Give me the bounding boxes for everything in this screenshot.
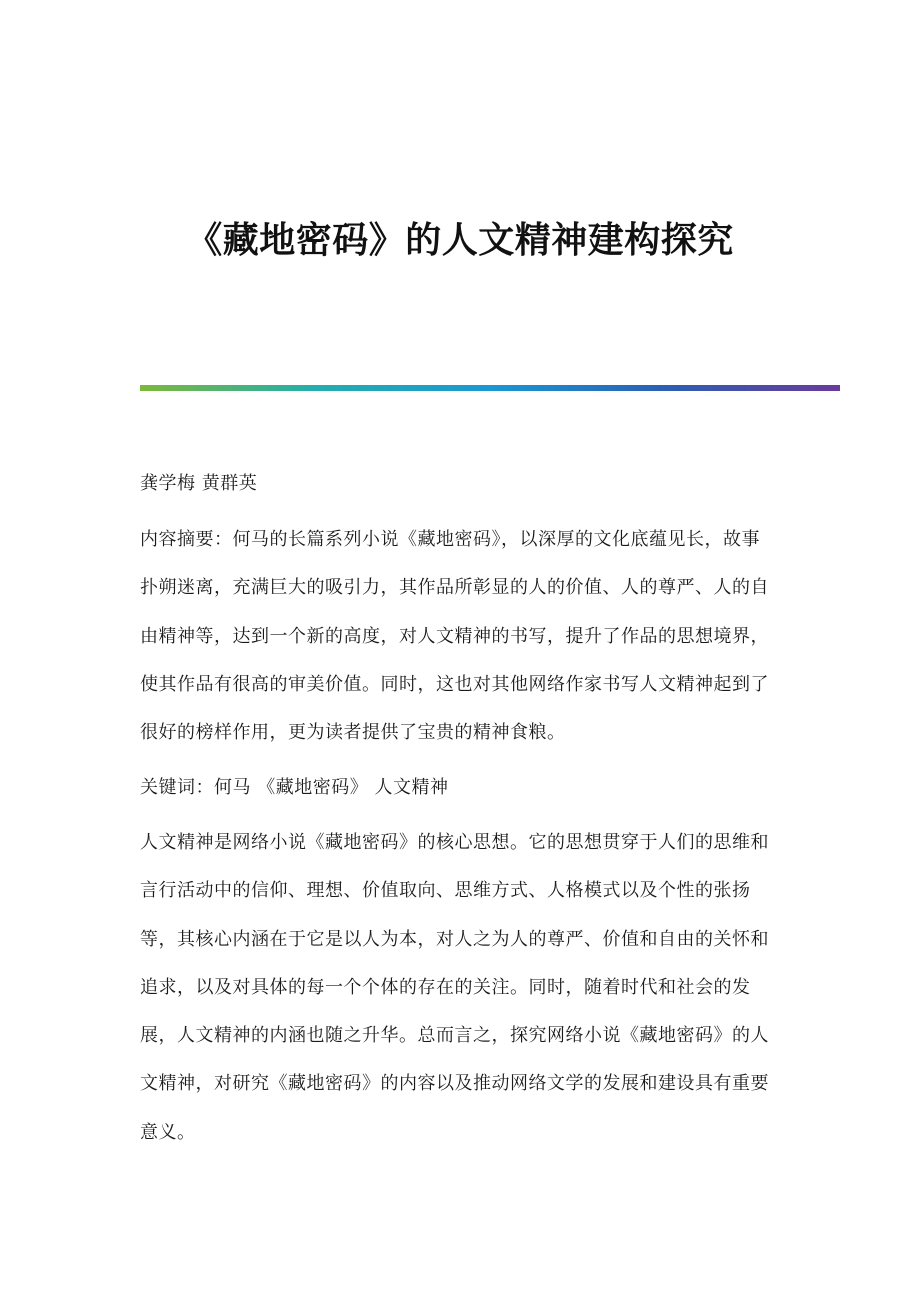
- body-line: 意义。: [140, 1121, 196, 1143]
- abstract-line: 扑朔迷离，充满巨大的吸引力，其作品所彰显的人的价值、人的尊严、人的自: [140, 577, 769, 599]
- abstract-paragraph: [140, 516, 780, 757]
- abstract-line: 由精神等，达到一个新的高度，对人文精神的书写，提升了作品的思想境界，: [140, 625, 769, 647]
- body-line: 言行活动中的信仰、理想、价值取向、思维方式、人格模式以及个性的张扬: [140, 880, 751, 902]
- body-line: 人文精神是网络小说《藏地密码》的核心思想。它的思想贯穿于人们的思维和: [140, 832, 769, 853]
- paper-title: 《藏地密码》的人文精神建构探究: [186, 219, 734, 261]
- body-line: 文精神，对研究《藏地密码》的内容以及推动网络文学的发展和建设具有重要: [140, 1073, 769, 1095]
- keywords-line: 关键词：何马 《藏地密码》 人文精神: [140, 777, 449, 798]
- abstract-line: 使其作品有很高的审美价值。同时，这也对其他网络作家书写人文精神起到了: [140, 673, 769, 695]
- author-names: 龚学梅 黄群英: [140, 473, 258, 494]
- abstract-line: 很好的榜样作用，更为读者提供了宝贵的精神食粮。: [140, 722, 566, 744]
- body-paragraph: [140, 819, 780, 1157]
- body-line: 追求，以及对具体的每一个个体的存在的关注。同时，随着时代和社会的发: [140, 976, 751, 998]
- body-line: 等，其核心内涵在于它是以人为本，对人之为人的尊严、价值和自由的关怀和: [140, 928, 769, 950]
- body-line: 展，人文精神的内涵也随之升华。总而言之，探究网络小说《藏地密码》的人: [140, 1025, 769, 1047]
- abstract-line: 内容摘要：何马的长篇系列小说《藏地密码》，以深厚的文化底蕴见长，故事: [140, 529, 760, 550]
- title-divider-gradient: [140, 385, 840, 391]
